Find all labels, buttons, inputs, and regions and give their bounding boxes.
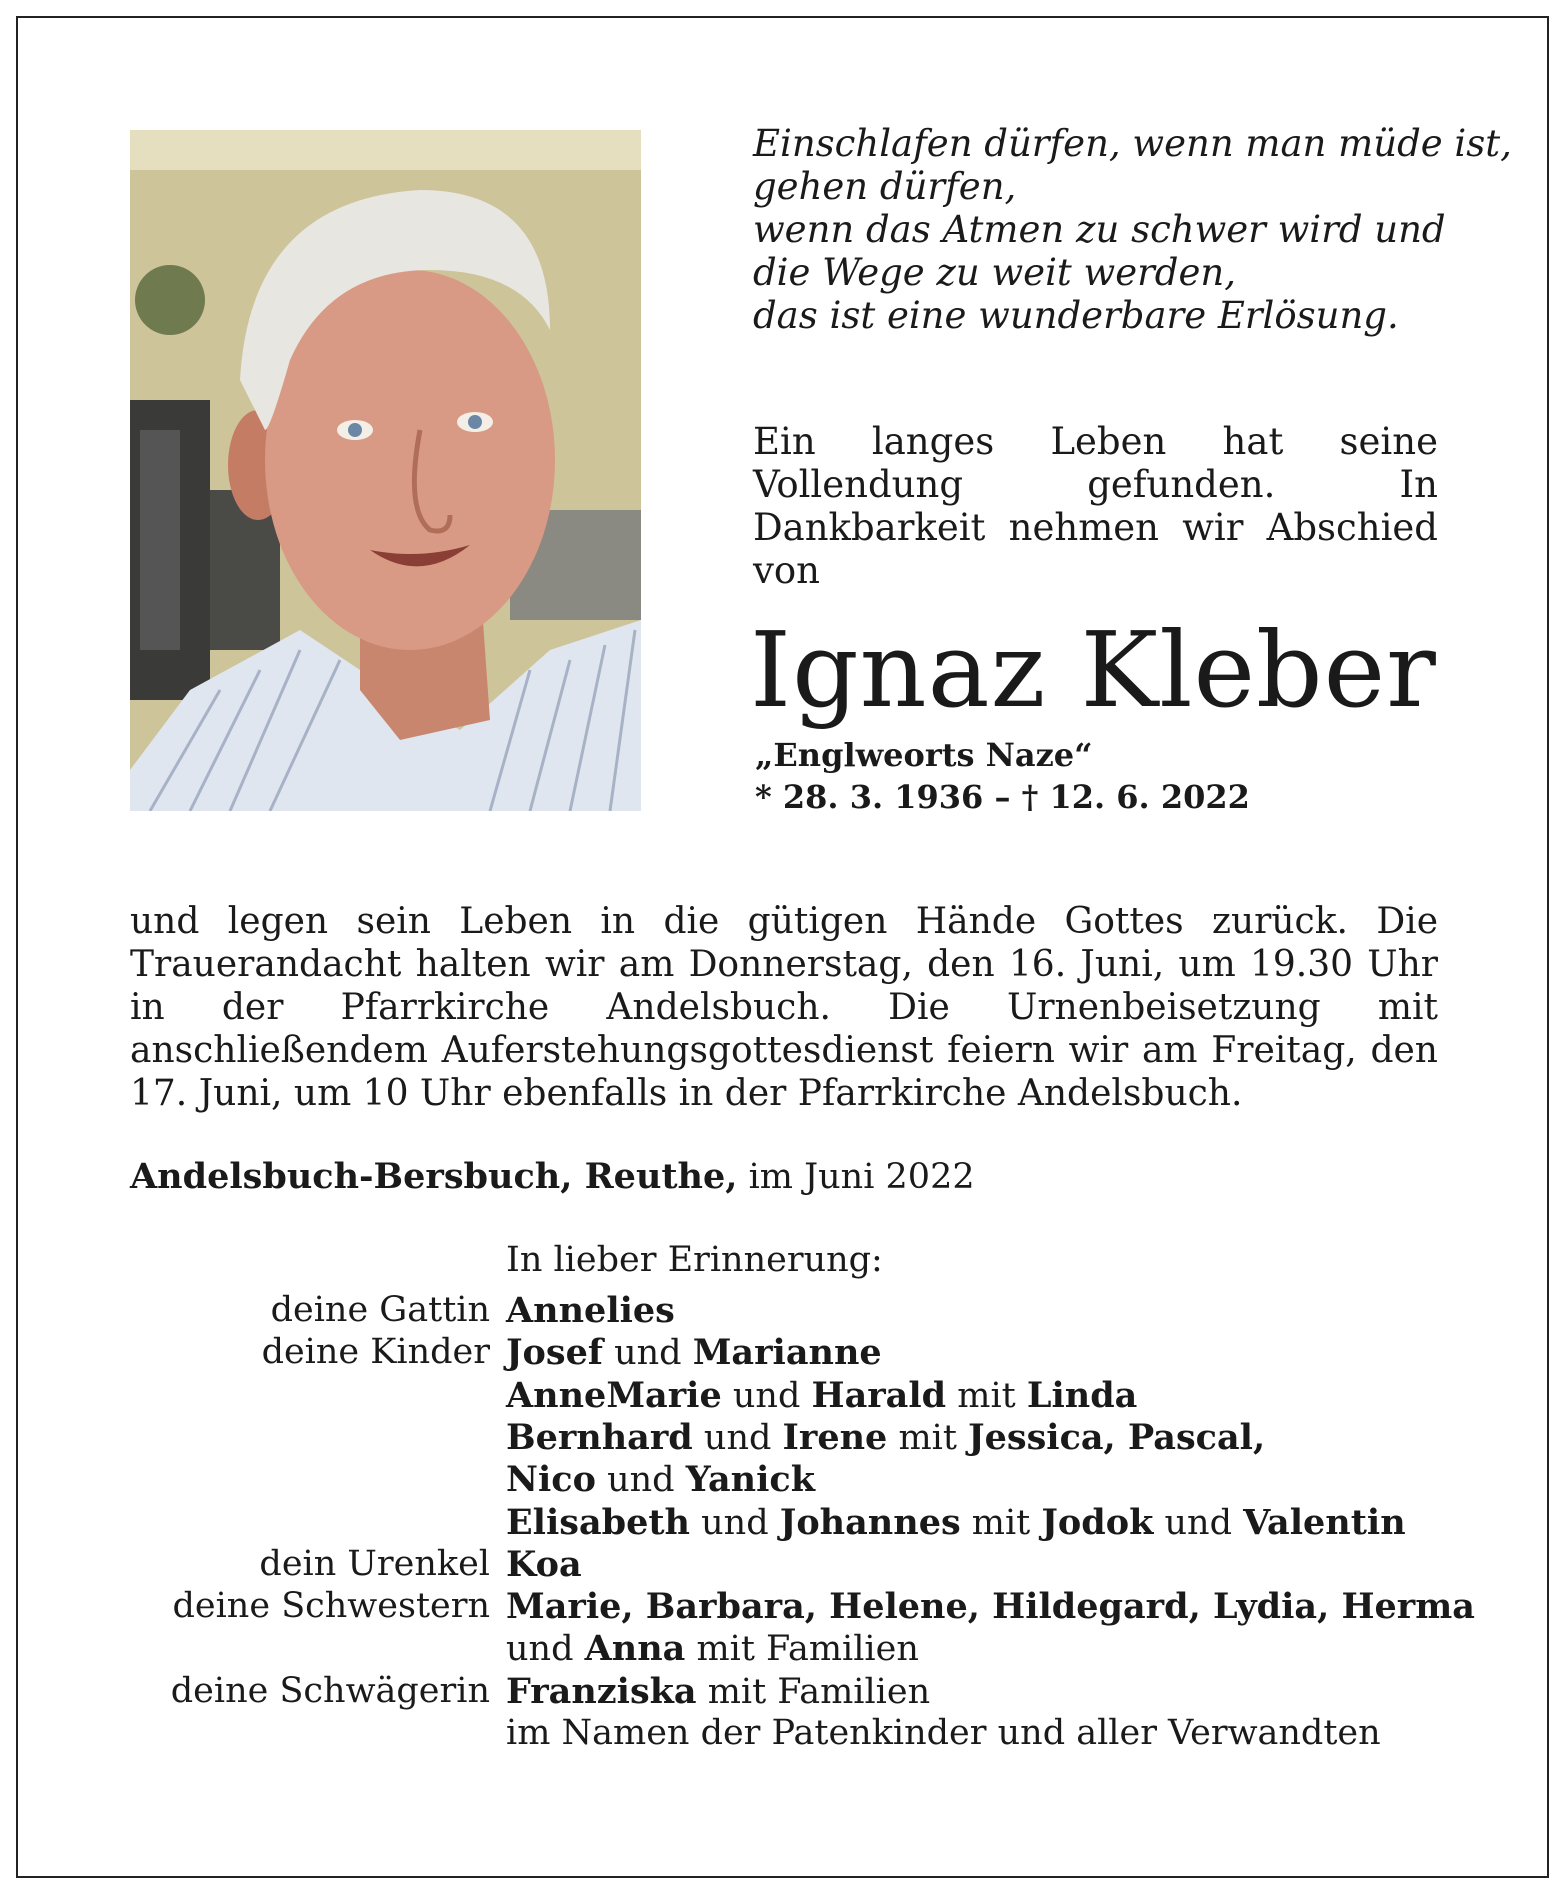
funeral-details: und legen sein Leben in die gütigen Hände Gottes zurück. Die Trauerandacht halten wir am Donnerstag, den 16. Juni, um 19.30 Uhr in der Pfarrkirche Andelsbuch. Die Urnenbeisetzung mit anschließendem Auferstehungsgottesdienst feiern wir am Freitag, den 17. Juni, um 10 Uhr ebenfalls in der Pfarrkirche Andelsbuch.	[130, 901, 1438, 1114]
connector-text: und	[721, 1375, 812, 1416]
family-members	[506, 1459, 815, 1500]
member-name: Josef	[506, 1332, 603, 1374]
poem-line: die Wege zu weit werden,	[753, 251, 1236, 294]
member-name: Harald	[811, 1374, 947, 1416]
family-relation: deine Kinder	[261, 1332, 490, 1373]
portrait-illustration	[130, 130, 641, 811]
family-row	[0, 1713, 1567, 1756]
poem-line: gehen dürfen,	[753, 165, 1017, 208]
connector-text: mit	[960, 1502, 1042, 1543]
place-names: Andelsbuch-Bersbuch, Reuthe,	[130, 1156, 738, 1197]
deceased-name: Ignaz Kleber	[750, 609, 1437, 731]
poem-line: Einschlafen dürfen, wenn man müde ist,	[753, 122, 1512, 165]
connector-text: mit Familien	[685, 1629, 919, 1670]
member-name: Koa	[506, 1543, 582, 1585]
portrait-photo	[130, 130, 641, 811]
member-name: Marie, Barbara, Helene, Hildegard, Lydia, Herma	[506, 1586, 1475, 1628]
member-name: Valentin	[1243, 1501, 1406, 1543]
poem-line: das ist eine wunderbare Erlösung.	[753, 294, 1399, 337]
member-name: Johannes	[779, 1501, 961, 1543]
family-row	[0, 1417, 1567, 1460]
member-name: Nico	[506, 1459, 596, 1501]
connector-text: und	[690, 1502, 780, 1543]
connector-text: und	[1153, 1502, 1244, 1543]
connector-text: und	[602, 1333, 693, 1374]
member-name: AnneMarie	[506, 1374, 722, 1416]
member-name: Annelies	[506, 1290, 675, 1331]
connector-text: im Namen der Patenkinder und aller Verwandten	[506, 1713, 1381, 1753]
family-members	[506, 1628, 919, 1669]
member-name: Anna	[584, 1628, 686, 1670]
member-name: Irene	[782, 1416, 888, 1458]
member-name: Elisabeth	[506, 1501, 691, 1543]
poem	[753, 122, 1512, 337]
family-row	[0, 1544, 1567, 1587]
connector-text: und	[692, 1417, 783, 1458]
place-date	[130, 1156, 975, 1197]
family-relation: dein Urenkel	[259, 1543, 490, 1584]
family-row	[0, 1332, 1567, 1375]
connector-text: mit Familien	[696, 1671, 931, 1712]
family-relation: deine Schwestern	[172, 1586, 490, 1627]
family-members	[506, 1544, 582, 1585]
family-members	[506, 1375, 1137, 1416]
member-name: Jessica, Pascal,	[968, 1416, 1266, 1458]
life-dates: * 28. 3. 1936 – † 12. 6. 2022	[755, 778, 1250, 816]
member-name: Jodok	[1041, 1501, 1154, 1543]
family-row	[0, 1290, 1567, 1333]
nickname: „Englweorts Naze“	[755, 736, 1093, 774]
family-members	[506, 1417, 1265, 1458]
member-name: Bernhard	[506, 1416, 693, 1458]
family-relation: deine Schwägerin	[170, 1670, 490, 1711]
member-name: Yanick	[685, 1459, 815, 1501]
place-month: im Juni 2022	[737, 1157, 975, 1197]
family-members	[506, 1671, 930, 1712]
intro-text: Ein langes Leben hat seine Vollendung gefunden. In Dankbarkeit nehmen wir Abschied von	[753, 420, 1438, 592]
connector-text: und	[595, 1460, 686, 1501]
poem-line: wenn das Atmen zu schwer wird und	[753, 208, 1446, 251]
family-members	[506, 1502, 1406, 1543]
family-row	[0, 1586, 1567, 1629]
member-name: Linda	[1026, 1374, 1138, 1416]
family-row	[0, 1375, 1567, 1418]
family-row	[0, 1671, 1567, 1714]
family-members	[506, 1586, 1475, 1627]
family-members	[506, 1332, 882, 1373]
family-relation: deine Gattin	[270, 1290, 490, 1330]
family-row	[0, 1459, 1567, 1502]
family-row	[0, 1502, 1567, 1545]
memory-heading: In lieber Erinnerung:	[506, 1240, 883, 1280]
family-members	[506, 1290, 675, 1331]
member-name: Marianne	[692, 1332, 882, 1374]
family-members	[506, 1713, 1381, 1753]
family-row	[0, 1628, 1567, 1671]
member-name: Franziska	[506, 1670, 697, 1712]
connector-text: mit	[887, 1417, 969, 1458]
connector-text: und	[506, 1629, 585, 1670]
connector-text: mit	[946, 1375, 1027, 1416]
